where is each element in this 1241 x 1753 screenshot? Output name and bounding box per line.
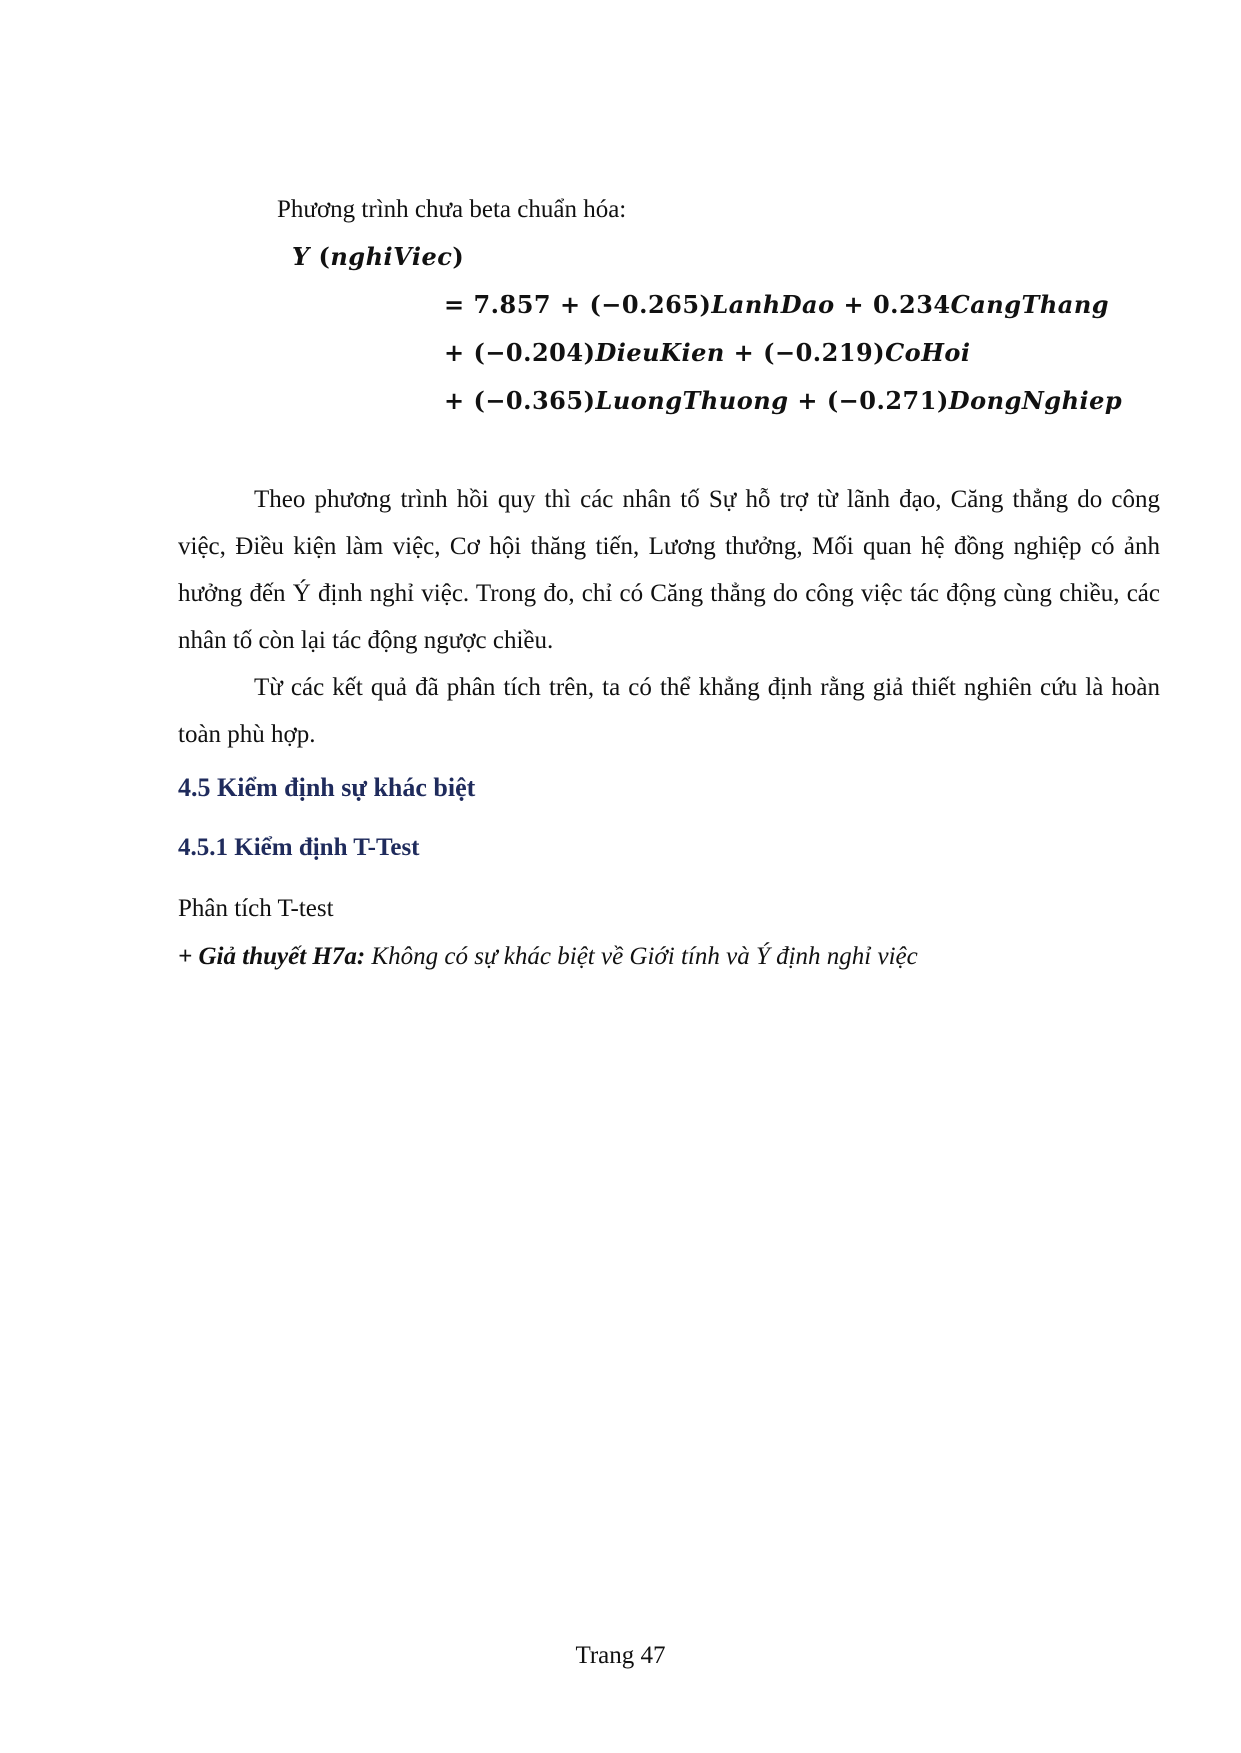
hypothesis-text: Không có sự khác biệt về Giới tính và Ý định nghỉ việc — [365, 943, 918, 970]
equation-variable: DongNghiep — [948, 386, 1123, 415]
equation-term: + 0.234 — [834, 290, 951, 319]
paragraph-text: Theo phương trình hồi quy thì các nhân tố Sự hỗ trợ từ lãnh đạo, Căng thẳng do công việc, Điều kiện làm việc, Cơ hội thăng tiến, Lương thưởng, Mối quan hệ đồng nghiệp có ảnh hưởng đến Ý định nghỉ việc. Trong đo, chỉ có Căng thẳng do công việc tác động cùng chiều, các nhân tố còn lại tác động ngược chiều. — [178, 486, 1160, 654]
equation-variable: LuongThuong — [595, 386, 789, 415]
equation-y: Y — [292, 242, 310, 271]
equation-term: + (−0.204) — [444, 338, 596, 367]
equation-variable: DieuKien — [595, 338, 725, 367]
section-heading: 4.5 Kiểm định sự khác biệt — [178, 773, 476, 802]
equation-term: + (−0.365) — [444, 386, 596, 415]
equation-intro: Phương trình chưa beta chuẩn hóa: — [277, 196, 627, 223]
equation-term: + (−0.219) — [724, 338, 886, 367]
equation-variable: LanhDao — [711, 290, 835, 319]
subsection-heading: 4.5.1 Kiểm định T-Test — [178, 834, 420, 861]
equation-dependent-var: nghiViec — [330, 242, 453, 271]
equation-line-1 — [444, 290, 1109, 319]
equation-variable: CangThang — [950, 290, 1110, 319]
equation-term: = 7.857 + (−0.265) — [444, 290, 712, 319]
ttest-title: Phân tích T-test — [178, 895, 334, 922]
equation-line-3 — [444, 386, 1122, 415]
hypothesis-line — [178, 943, 918, 971]
paragraph-text: Từ các kết quả đã phân tích trên, ta có thể khẳng định rằng giả thiết nghiên cứu là hoàn toàn phù hợp. — [178, 674, 1160, 748]
equation-open-paren: ( — [309, 242, 331, 271]
page-number: Trang 47 — [575, 1642, 666, 1669]
hypothesis-lead: + Giả thuyết H7a: — [178, 943, 366, 970]
conclusion-paragraph — [178, 664, 1160, 758]
equation-line-2 — [444, 338, 971, 367]
equation-close-paren: ) — [452, 242, 465, 271]
equation-lhs — [292, 242, 464, 271]
regression-interpretation-paragraph — [178, 476, 1160, 664]
equation-term: + (−0.271) — [788, 386, 949, 415]
equation-variable: CoHoi — [885, 338, 971, 367]
